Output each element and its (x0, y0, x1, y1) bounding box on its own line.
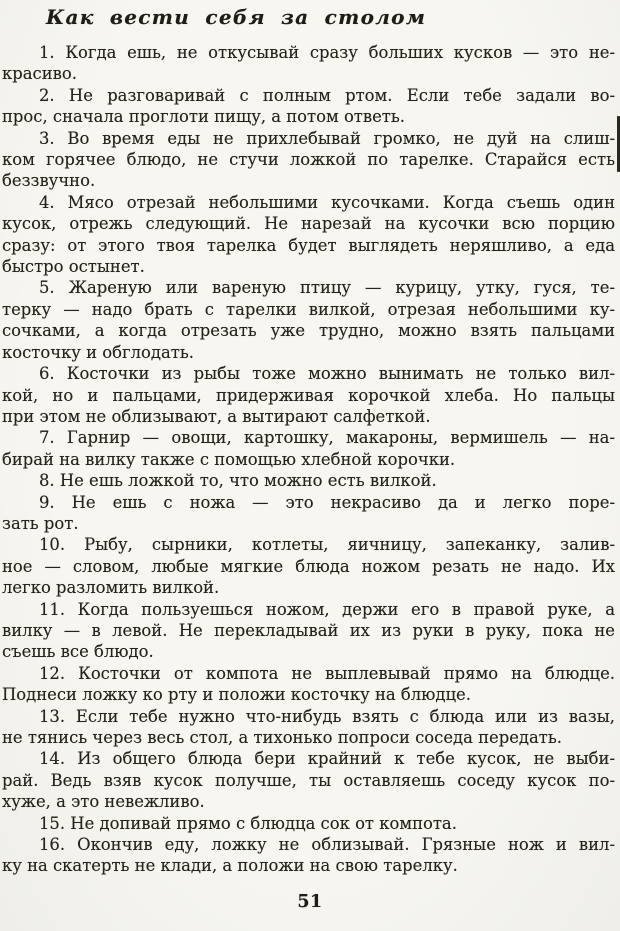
rule-line: 1. Когда ешь, не откусывай сразу больших кусков — это не- (39, 43, 615, 62)
rule-line: хуже, а это невежливо. (2, 792, 205, 812)
rule-line: 6. Косточки из рыбы тоже можно вынимать не только вил- (39, 364, 615, 384)
rule-line: 14. Из общего блюда бери крайний к тебе кусок, не выби- (39, 749, 615, 769)
rule-line: зать рот. (2, 513, 79, 533)
rule-line: 5. Жареную или вареную птицу — курицу, утку, гуся, те- (39, 278, 615, 298)
rule-line: терку — надо брать с тарелки вилкой, отрезая небольшими ку- (2, 299, 615, 319)
rule-line: ком горячее блюдо, не стучи ложкой по тарелке. Старайся есть (2, 150, 615, 170)
rule-line: 15. Не допивай прямо с блюдца сок от компота. (39, 813, 457, 833)
rule-line: красиво. (2, 64, 77, 84)
rule-line: косточку и обглодать. (2, 342, 194, 362)
rule-line: рай. Ведь взяв кусок получше, ты оставляешь соседу кусок по- (2, 770, 615, 790)
rule-line: 8. Не ешь ложкой то, что можно есть вилкой. (39, 471, 437, 491)
rule-item (2, 534, 615, 598)
rule-line: быстро остынет. (2, 257, 145, 277)
rule-item (2, 813, 615, 834)
rule-line: бирай на вилку также с помощью хлебной корочки. (2, 449, 456, 469)
rule-line: съешь все блюдо. (2, 642, 154, 662)
rule-item (2, 85, 615, 128)
rule-item (2, 663, 615, 706)
rule-item (2, 706, 615, 749)
rule-line: кой, но и пальцами, придерживая корочкой хлеба. Но пальцы (2, 385, 615, 405)
rule-line: 9. Не ешь с ножа — это некрасиво да и легко поре- (39, 492, 615, 512)
rule-line: 2. Не разговаривай с полным ртом. Если тебе задали во- (39, 85, 615, 105)
rule-line: Поднеси ложку ко рту и положи косточку на блюдце. (2, 685, 471, 705)
rule-item (2, 192, 615, 278)
rule-line: кусок, отрежь следующий. Не нарезай на кусочки всю порцию (2, 214, 615, 234)
rule-item (2, 128, 615, 192)
rule-item (2, 492, 615, 535)
rule-item (2, 42, 615, 85)
rule-item (2, 834, 615, 877)
rule-line: ку на скатерть не клади, а положи на свою тарелку. (2, 856, 458, 876)
rule-line: 12. Косточки от компота не выплевывай прямо на блюдце. (39, 663, 615, 683)
rule-line: при этом не облизывают, а вытирают салфеткой. (2, 406, 431, 426)
rule-line: легко разломить вилкой. (2, 578, 220, 598)
rule-item (2, 470, 615, 491)
rule-line: вилку — в левой. Не перекладывай их из руки в руку, пока не (2, 620, 615, 640)
rule-item (2, 427, 615, 470)
rule-item (2, 363, 615, 427)
rule-line: не тянись через весь стол, а тихонько попроси соседа передать. (2, 728, 563, 747)
rule-line: 7. Гарнир — овощи, картошку, макароны, вермишель — на- (39, 428, 615, 448)
rule-line: беззвучно. (2, 171, 96, 191)
rule-line: 4. Мясо отрезай небольшими кусочками. Когда съешь один (39, 192, 615, 212)
rule-line: сразу: от этого твоя тарелка будет выглядеть неряшливо, а еда (2, 235, 615, 255)
rule-line: 13. Если тебе нужно что-нибудь взять с блюда или из вазы, (39, 706, 615, 726)
page-title: Как вести себя за столом (46, 5, 427, 29)
rule-item (2, 277, 615, 363)
rule-line: сочками, а когда отрезать уже трудно, можно взять пальцами (2, 321, 615, 341)
page-number: 51 (297, 892, 323, 912)
rule-line: 16. Окончив еду, ложку не облизывай. Грязные нож и вил- (39, 835, 615, 855)
rule-item (2, 748, 615, 812)
rule-item (2, 599, 615, 663)
rule-line: 10. Рыбу, сырники, котлеты, яичницу, запеканку, залив- (39, 535, 615, 555)
rule-line: ное — словом, любые мягкие блюда ножом резать не надо. Их (2, 556, 615, 576)
rule-line: 3. Во время еды не прихлебывай громко, не дуй на слиш- (39, 128, 615, 148)
rule-line: 11. Когда пользуешься ножом, держи его в правой руке, а (39, 599, 615, 619)
rules-list (0, 42, 620, 877)
rule-line: прос, сначала проглоти пищу, а потом ответь. (2, 107, 406, 127)
